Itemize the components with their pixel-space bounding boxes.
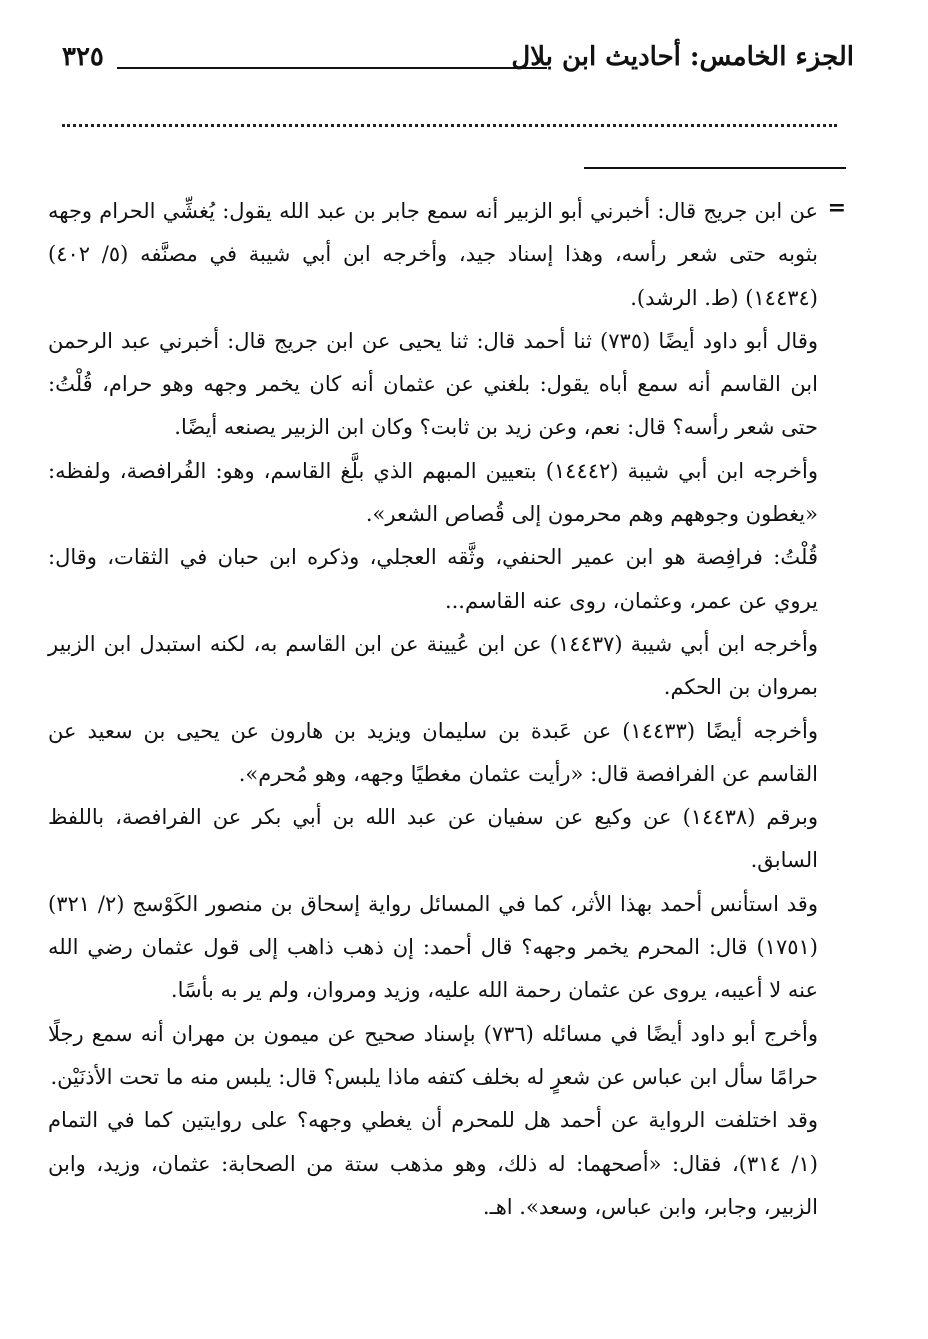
footnote-paragraph: وبرقم (١٤٤٣٨) عن وكيع عن سفيان عن عبد الله بن أبي بكر عن الفرافصة، باللفظ السابق. bbox=[48, 805, 818, 873]
footnote-paragraph: وأخرجه ابن أبي شيبة (١٤٤٤٢) بتعيين المبهم الذي بلَّغ القاسم، وهو: الفُرافصة، ولفظه: «يغطون وجوههم وهم محرمون إلى قُصاص الشعر». bbox=[48, 458, 818, 527]
footnote-paragraph: وأخرجه أيضًا (١٤٤٣٣) عن عَبدة بن سليمان ويزيد بن هارون عن يحيى بن سعيد عن القاسم عن الفرافصة قال: «رأيت عثمان مغطيًا وجهه، وهو مُحرم». bbox=[48, 718, 818, 786]
footnote-paragraph: وأخرج أبو داود أيضًا في مسائله (٧٣٦) بإسناد صحيح عن ميمون بن مهران أنه سمع رجلًا حرامًا سأل ابن عباس عن شعرٍ له بخلف كتفه ماذا يلبس؟ قال: يلبس منه ما تحت الأذنَيْن. bbox=[48, 1021, 818, 1089]
footnote-paragraph: عن ابن جريج قال: أخبرني أبو الزبير أنه سمع جابر بن عبد الله يقول: يُغشِّي الحرام وجهه بثوبه حتى شعر رأسه، وهذا إسناد جيد، وأخرجه ابن أبي شيبة في مصنَّفه (٥/ ٤٠٢) (١٤٤٣٤) (ط. الرشد). bbox=[48, 199, 818, 310]
footnote-rule bbox=[584, 167, 846, 169]
footnote-paragraph: وقد استأنس أحمد بهذا الأثر، كما في المسائل رواية إسحاق بن منصور الكَوْسج (٢/ ٣٢١) (١٧٥١) قال: المحرم يخمر وجهه؟ قال أحمد: إن ذهب ذاهب إلى قول عثمان رضي الله عنه لا أعيبه، يروى عن عثمان رحمة الله عليه، وزيد ومروان، ولم ير به بأسًا. bbox=[48, 891, 818, 1003]
footnote-paragraph: وقد اختلفت الرواية عن أحمد هل للمحرم أن يغطي وجهه؟ على روايتين كما في التمام (١/ ٣١٤)، فقال: «أصحهما: له ذلك، وهو مذهب ستة من الصحابة: عثمان، وزيد، وابن الزبير، وجابر، وابن عباس، وسعد». اهـ. bbox=[48, 1108, 818, 1219]
header-rule bbox=[117, 67, 547, 69]
footnote-paragraph: وقال أبو داود أيضًا (٧٣٥) ثنا أحمد قال: ثنا يحيى عن ابن جريج قال: أخبرني عبد الرحمن ابن القاسم أنه سمع أباه يقول: بلغني عن عثمان أنه كان يخمر وجهه وهو حرام، قُلْتُ: حتى شعر رأسه؟ قال: نعم، وعن زيد بن ثابت؟ وكان ابن الزبير يصنعه أيضًا. bbox=[48, 328, 818, 440]
running-title: الجزء الخامس: أحاديث ابن بلال bbox=[511, 42, 854, 72]
dotted-separator bbox=[62, 124, 837, 127]
continuation-mark: = bbox=[827, 195, 846, 221]
footnote-paragraph: قُلْتُ: فرافِصة هو ابن عمير الحنفي، وثَّقه العجلي، وذكره ابن حبان في الثقات، وقال: يروي عن عمر، وعثمان، روى عنه القاسم... bbox=[48, 545, 818, 613]
page-number: ٣٢٥ bbox=[62, 42, 104, 72]
footnote-body bbox=[48, 190, 818, 1229]
running-head bbox=[62, 38, 854, 88]
footnote-paragraph: وأخرجه ابن أبي شيبة (١٤٤٣٧) عن ابن عُيينة عن ابن القاسم به، لكنه استبدل ابن الزبير بمروان بن الحكم. bbox=[48, 631, 818, 700]
